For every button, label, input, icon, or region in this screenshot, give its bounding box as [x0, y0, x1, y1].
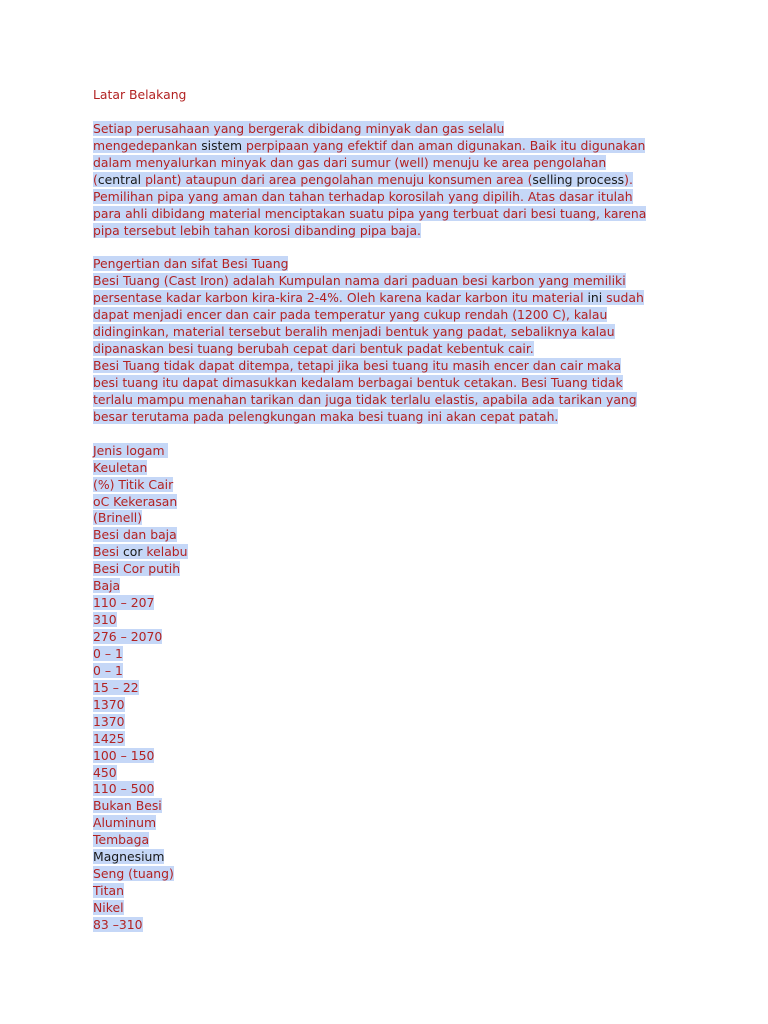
table-item-text: Aluminum	[93, 815, 157, 831]
table-item-text: 0 – 1	[93, 662, 123, 678]
table-item-line	[93, 494, 683, 511]
section2-line	[93, 341, 683, 358]
section2-text: Besi Tuang tidak dapat ditempa, tetapi jika besi tuang itu masih encer dan cair maka	[93, 358, 622, 373]
document-body	[93, 87, 683, 934]
table-item-line	[93, 866, 683, 883]
intro-text: para ahli dibidang material menciptakan suatu pipa yang terbuat dari besi tuang, karena	[93, 205, 647, 221]
table-item-text: (Brinell)	[93, 510, 143, 526]
section2-text: dapat menjadi encer dan cair pada temperatur yang cukup rendah (1200 C), kalau	[93, 307, 608, 323]
section2-text: terlalu mampu menahan tarikan dan juga tidak terlalu elastis, apabila ada tarikan yang	[93, 391, 637, 407]
intro-text: mengedepankan sistem perpipaan yang efektif dan aman digunakan. Baik itu digunakan	[93, 137, 646, 153]
table-item-text: 276 – 2070	[93, 629, 163, 644]
table-item-line	[93, 646, 683, 663]
table-item-line	[93, 798, 683, 815]
table-item-line	[93, 849, 683, 866]
table-item-line	[93, 731, 683, 748]
section2-paragraph	[93, 273, 683, 425]
intro-line	[93, 155, 683, 172]
section2-text: besar terutama pada pelengkungan maka besi tuang ini akan cepat patah.	[93, 408, 559, 424]
table-item-line	[93, 561, 683, 578]
table-item-text: 110 – 207	[93, 595, 155, 611]
doc-heading: Latar Belakang	[93, 87, 187, 102]
table-item-line	[93, 595, 683, 612]
table-item-text: Tembaga	[93, 832, 150, 848]
intro-text: dalam menyalurkan minyak dan gas dari sumur (well) menuju ke area pengolahan	[93, 154, 607, 170]
table-item-text: Bukan Besi	[93, 798, 162, 814]
table-item-text: Besi dan baja	[93, 527, 177, 543]
table-item-text: (%) Titik Cair	[93, 476, 174, 492]
table-item-line	[93, 544, 683, 561]
table-item-line	[93, 883, 683, 900]
table-item-text: Titan	[93, 883, 124, 899]
table-item-text: 1370	[93, 713, 125, 729]
table-item-line	[93, 832, 683, 849]
table-item-text: 100 – 150	[93, 747, 155, 763]
intro-line	[93, 121, 683, 138]
table-items-list	[93, 443, 683, 934]
table-item-text: Besi cor kelabu	[93, 544, 188, 560]
section2-line	[93, 375, 683, 392]
table-item-line	[93, 765, 683, 782]
table-item-line	[93, 697, 683, 714]
intro-line	[93, 206, 683, 223]
table-item-line	[93, 917, 683, 934]
table-item-line	[93, 815, 683, 832]
table-item-line	[93, 629, 683, 646]
section2-line	[93, 324, 683, 341]
table-item-text: Seng (tuang)	[93, 866, 174, 882]
section2-heading: Pengertian dan sifat Besi Tuang	[93, 256, 289, 272]
intro-line	[93, 223, 683, 240]
table-item-line	[93, 663, 683, 680]
intro-line	[93, 172, 683, 189]
section2-text: didinginkan, material tersebut beralih menjadi bentuk yang padat, sebaliknya kalau	[93, 324, 615, 340]
spacer	[93, 104, 683, 121]
section2-text: besi tuang itu dapat dimasukkan kedalam berbagai bentuk cetakan. Besi Tuang tidak	[93, 374, 623, 390]
section2-line	[93, 392, 683, 409]
table-item-text: Nikel	[93, 900, 124, 915]
section2-line	[93, 307, 683, 324]
section2-line	[93, 290, 683, 307]
table-item-text: 15 – 22	[93, 679, 139, 695]
table-item-line	[93, 510, 683, 527]
table-item-text: 0 – 1	[93, 645, 123, 661]
spacer	[93, 239, 683, 256]
table-item-text: Keuletan	[93, 459, 148, 475]
table-item-text: Baja	[93, 578, 121, 594]
table-item-line	[93, 748, 683, 765]
intro-text: Setiap perusahaan yang bergerak dibidang minyak dan gas selalu	[93, 120, 505, 136]
table-item-text: Jenis logam	[93, 442, 169, 458]
section2-line	[93, 358, 683, 375]
table-item-text: 110 – 500	[93, 781, 155, 797]
section2-line	[93, 273, 683, 290]
spacer	[93, 426, 683, 443]
table-item-line	[93, 781, 683, 798]
section2-text: Besi Tuang (Cast Iron) adalah Kumpulan nama dari paduan besi karbon yang memiliki	[93, 273, 626, 289]
table-item-text: Magnesium	[93, 849, 165, 865]
table-item-line	[93, 527, 683, 544]
table-item-text: 1370	[93, 696, 125, 712]
table-item-text: 1425	[93, 730, 125, 746]
table-item-line	[93, 460, 683, 477]
intro-paragraph	[93, 121, 683, 240]
intro-line	[93, 138, 683, 155]
table-item-line	[93, 714, 683, 731]
intro-text: Pemilihan pipa yang aman dan tahan terhadap korosilah yang dipilih. Atas dasar itulah	[93, 188, 633, 204]
intro-text: pipa tersebut lebih tahan korosi dibanding pipa baja.	[93, 222, 422, 238]
table-item-line	[93, 477, 683, 494]
intro-line	[93, 189, 683, 206]
section2-line	[93, 409, 683, 426]
table-item-text: 450	[93, 764, 117, 780]
table-item-text: oC Kekerasan	[93, 493, 178, 509]
table-item-line	[93, 578, 683, 595]
section2-text: dipanaskan besi tuang berubah cepat dari bentuk padat kebentuk cair.	[93, 341, 534, 357]
table-item-text: Besi Cor putih	[93, 561, 181, 577]
section2-text: persentase kadar karbon kira-kira 2-4%. Oleh karena kadar karbon itu material ini sudah	[93, 290, 644, 306]
table-item-line	[93, 443, 683, 460]
table-item-text: 310	[93, 612, 117, 628]
intro-text: (central plant) ataupun dari area pengolahan menuju konsumen area (selling process).	[93, 171, 633, 187]
table-item-line	[93, 612, 683, 629]
table-item-text: 83 –310	[93, 916, 143, 932]
table-item-line	[93, 680, 683, 697]
table-item-line	[93, 900, 683, 917]
